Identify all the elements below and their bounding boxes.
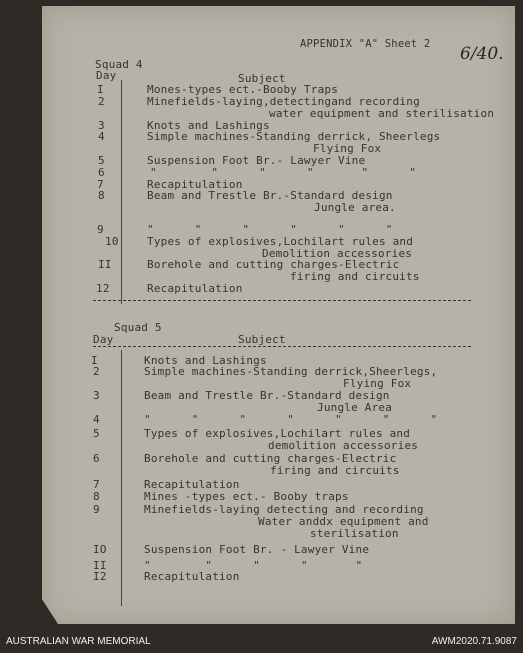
squad5-column-divider: [121, 350, 122, 606]
squad4-day-number: 10: [105, 235, 119, 248]
squad4-subject-text: water equipment and sterilisation: [269, 107, 495, 120]
squad5-day-number: 9: [93, 503, 100, 516]
squad5-subject-text: Minefields-laying detecting and recording: [144, 503, 424, 516]
squad5-day-number: I: [91, 354, 98, 367]
footer-credit: AUSTRALIAN WAR MEMORIAL: [6, 636, 151, 647]
squad5-separator: [93, 346, 471, 347]
squad5-subject-text: Simple machines-Standing derrick,Sheerlegs,: [144, 365, 438, 378]
squad5-subject-text: Recapitulation: [144, 570, 240, 583]
squad4-day-number: 5: [98, 154, 105, 167]
squad4-subject-text: Jungle area.: [314, 201, 396, 214]
squad5-subject-text: " " " " ": [144, 559, 363, 572]
squad5-subject-text: Knots and Lashings: [144, 354, 267, 367]
squad4-subject-text: " " " " " ": [147, 223, 393, 236]
squad5-title: Squad 5: [114, 321, 162, 334]
squad4-subject-text: " " " " " ": [150, 166, 417, 179]
squad5-subject-text: Flying Fox: [343, 377, 412, 390]
footer-accession: AWM2020.71.9087: [431, 636, 517, 647]
squad5-day-number: II: [93, 559, 107, 572]
squad5-subject-text: Water anddx equipment and: [258, 515, 429, 528]
squad5-subject-text: Suspension Foot Br. - Lawyer Vine: [144, 543, 370, 556]
squad4-subject-text: Recapitulation: [147, 282, 243, 295]
squad4-column-divider: [121, 80, 122, 304]
squad5-day-number: 7: [93, 478, 100, 491]
squad4-subject-text: Recapitulation: [147, 178, 243, 191]
squad5-subject-text: Mines -types ect.- Booby traps: [144, 490, 349, 503]
squad4-day-number: 4: [98, 130, 105, 143]
squad4-day-number: 3: [98, 119, 105, 132]
appendix-heading: APPENDIX "A" Sheet 2: [300, 38, 431, 50]
squad4-day-number: II: [98, 258, 112, 271]
squad5-subject-label: Subject: [238, 333, 286, 346]
squad4-subject-text: Types of explosives,Lochilart rules and: [147, 235, 414, 248]
squad5-day-number: IO: [93, 543, 107, 556]
squad4-day-number: I: [97, 83, 104, 96]
squad5-day-number: 3: [93, 389, 100, 402]
squad4-day-number: 6: [98, 166, 105, 179]
squad5-subject-text: " " " " " " ": [144, 413, 438, 426]
squad5-subject-text: Borehole and cutting charges-Electric: [144, 452, 397, 465]
squad4-title: Squad 4: [95, 58, 143, 71]
handwritten-reference: 6/40.: [460, 44, 504, 64]
squad5-subject-text: firing and circuits: [270, 464, 400, 477]
squad4-day-label: Day: [96, 69, 117, 82]
squad4-day-number: 2: [98, 95, 105, 108]
squad4-subject-text: Simple machines-Standing derrick, Sheerlegs: [147, 130, 441, 143]
squad4-day-number: 12: [96, 282, 110, 295]
squad4-day-number: 7: [97, 178, 104, 191]
squad4-subject-text: Suspension Foot Br.- Lawyer Vine: [147, 154, 366, 167]
squad4-day-number: 9: [97, 223, 104, 236]
squad4-subject-text: Demolition accessories: [262, 247, 413, 260]
squad4-subject-text: Minefields-laying,detectingand recording: [147, 95, 420, 108]
squad4-subject-text: Borehole and cutting charges-Electric: [147, 258, 400, 271]
squad4-subject-text: Beam and Trestle Br.-Standard design: [147, 189, 393, 202]
squad5-day-number: 5: [93, 427, 100, 440]
squad4-subject-label: Subject: [238, 72, 286, 85]
squad5-day-number: I2: [93, 570, 107, 583]
squad5-day-number: 4: [93, 413, 100, 426]
squad4-day-number: 8: [98, 189, 105, 202]
squad5-subject-text: Jungle Area: [317, 401, 393, 414]
squad5-subject-text: Types of explosives,Lochilart rules and: [144, 427, 411, 440]
squad5-day-number: 2: [93, 365, 100, 378]
squad5-day-number: 8: [93, 490, 100, 503]
squad5-subject-text: sterilisation: [310, 527, 399, 540]
squad5-subject-text: Beam and Trestle Br.-Standard design: [144, 389, 390, 402]
squad5-subject-text: demolition accessories: [268, 439, 419, 452]
squad4-subject-text: Flying Fox: [313, 142, 382, 155]
squad4-separator: [93, 300, 471, 301]
squad5-day-number: 6: [93, 452, 100, 465]
squad4-subject-text: Knots and Lashings: [147, 119, 270, 132]
squad5-subject-text: Recapitulation: [144, 478, 240, 491]
squad5-day-label: Day: [93, 333, 114, 346]
squad4-subject-text: firing and circuits: [290, 270, 420, 283]
squad4-subject-text: Mones-types ect.-Booby Traps: [147, 83, 339, 96]
